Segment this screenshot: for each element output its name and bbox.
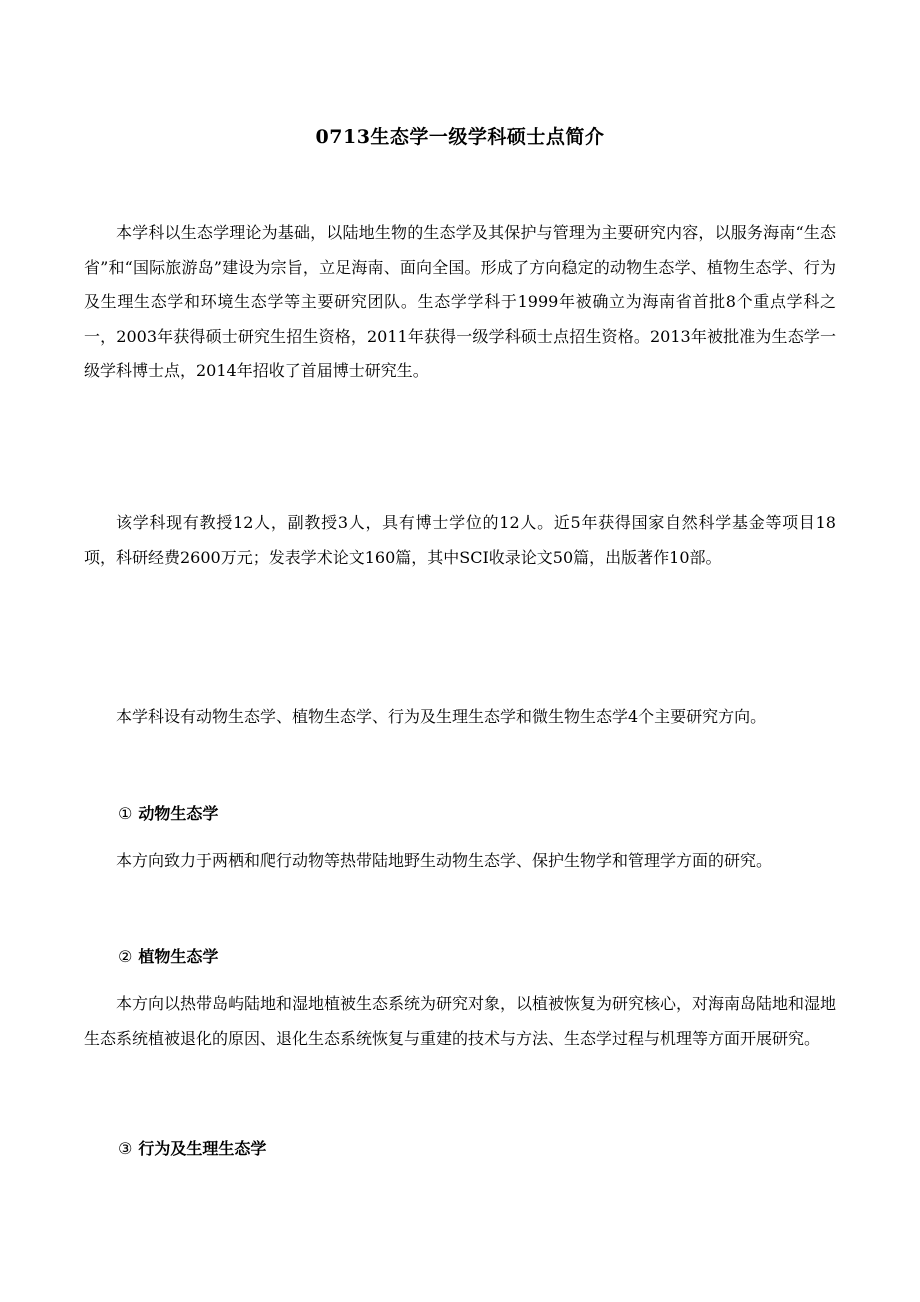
direction-title-1: 动物生态学 bbox=[138, 804, 219, 823]
direction-heading-2 bbox=[118, 944, 218, 967]
direction-text-2: 本方向以热带岛屿陆地和湿地植被生态系统为研究对象，以植被恢复为研究核心，对海南岛陆地和湿地生态系统植被退化的原因、退化生态系统恢复与重建的技术与方法、生态学过程与机理等方面开展研究。 bbox=[84, 994, 837, 1048]
directions-paragraph: 本学科设有动物生态学、植物生态学、行为及生理生态学和微生物生态学4个主要研究方向。 bbox=[116, 707, 767, 726]
direction-title-3: 行为及生理生态学 bbox=[138, 1139, 267, 1158]
direction-title-2: 植物生态学 bbox=[138, 947, 219, 966]
direction-number-1: ① bbox=[118, 804, 133, 823]
direction-heading-3 bbox=[118, 1136, 266, 1159]
direction-number-2: ② bbox=[118, 947, 133, 966]
page-title: 0713生态学一级学科硕士点简介 bbox=[315, 126, 605, 148]
direction-heading-1 bbox=[118, 801, 218, 824]
direction-number-3: ③ bbox=[118, 1139, 133, 1158]
direction-text-1: 本方向致力于两栖和爬行动物等热带陆地野生动物生态学、保护生物学和管理学方面的研究。 bbox=[116, 851, 773, 870]
intro-paragraph: 本学科以生态学理论为基础，以陆地生物的生态学及其保护与管理为主要研究内容，以服务海南“生态省”和“国际旅游岛”建设为宗旨，立足海南、面向全国。形成了方向稳定的动物生态学、植物生态学、行为及生理生态学和环境生态学等主要研究团队。生态学学科于1999年被确立为海南省首批8个重点学科之一，2003年获得硕士研究生招生资格，2011年获得一级学科硕士点招生资格。2013年被批准为生态学一级学科博士点，2014年招收了首届博士研究生。 bbox=[84, 223, 836, 380]
faculty-paragraph: 该学科现有教授12人，副教授3人，具有博士学位的12人。近5年获得国家自然科学基金等项目18项，科研经费2600万元；发表学术论文160篇，其中SCI收录论文50篇，出版著作10部。 bbox=[84, 513, 836, 567]
